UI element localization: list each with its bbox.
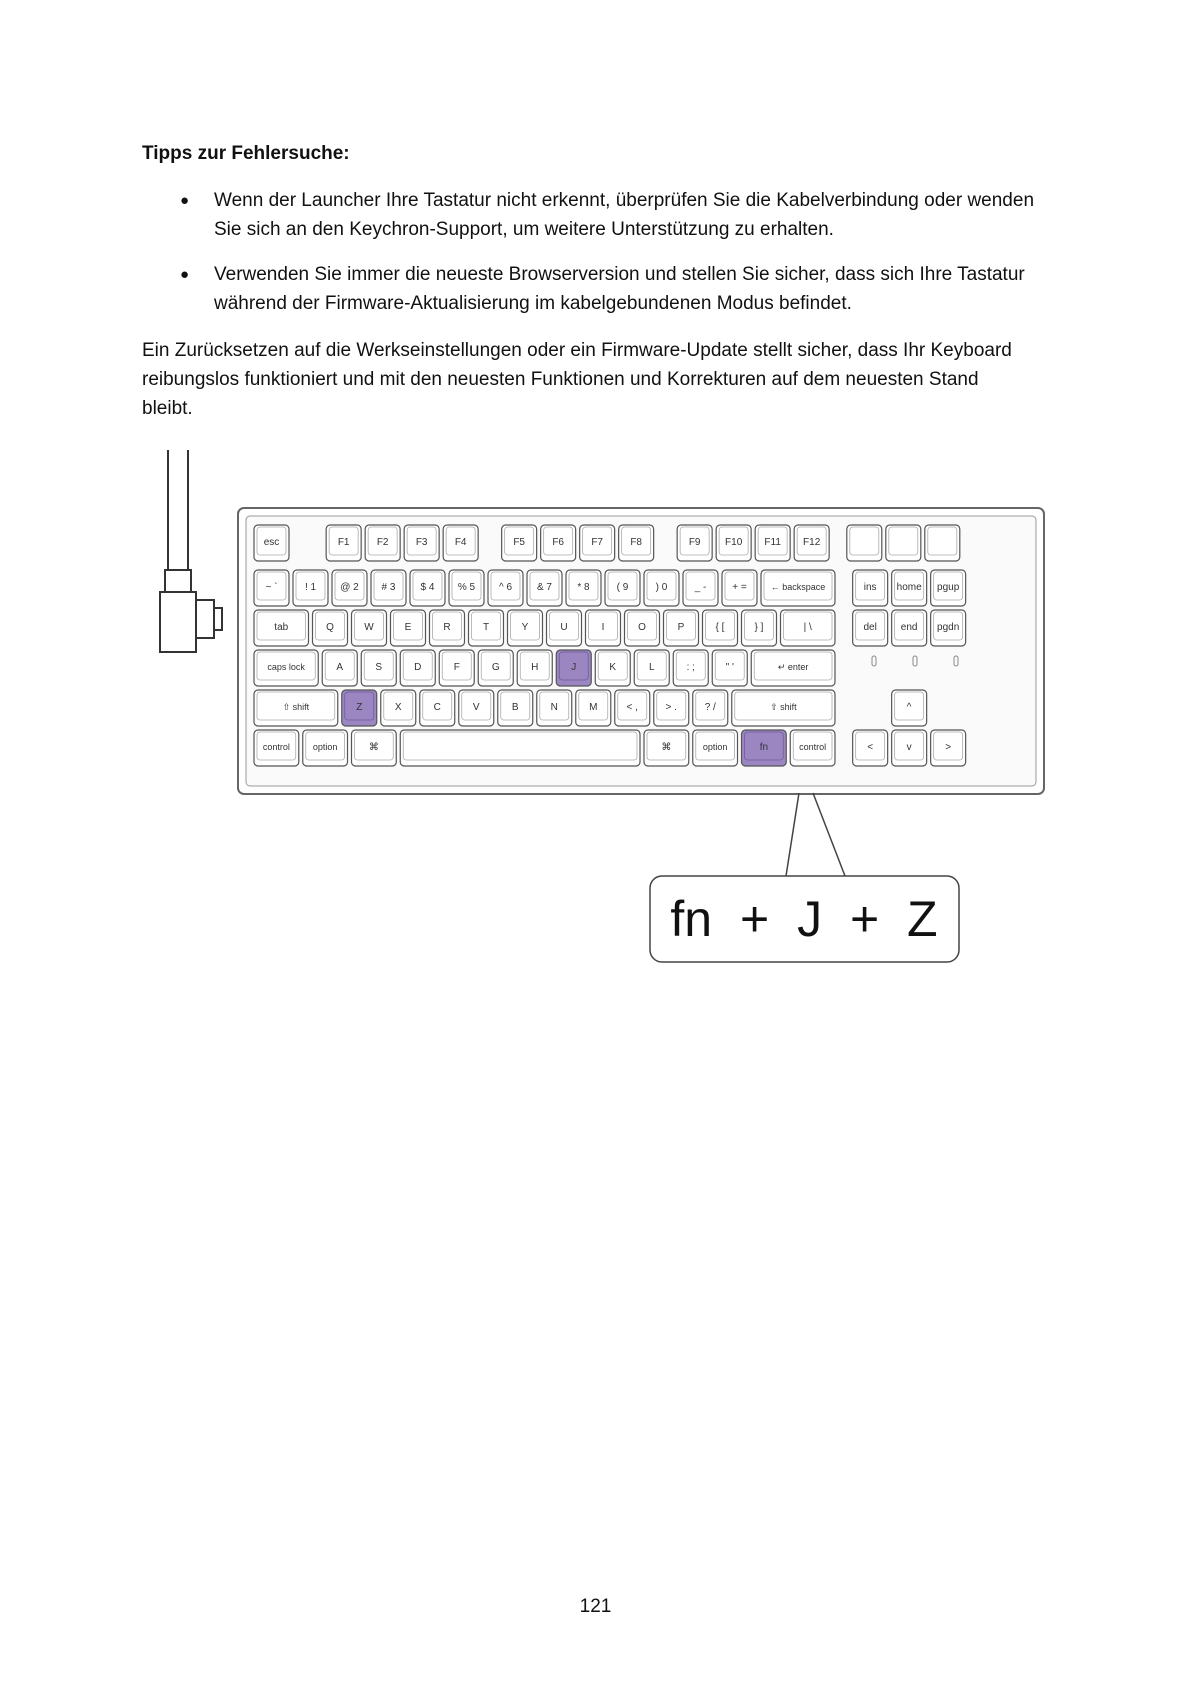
key-symbol <box>931 730 966 766</box>
key-label: F7 <box>591 537 603 548</box>
key-label: # 3 <box>381 582 396 593</box>
key-1 <box>293 570 328 606</box>
key-label: option <box>312 742 338 752</box>
key-option <box>693 730 738 766</box>
key-u <box>547 610 582 646</box>
key-label: ( 9 <box>616 582 629 593</box>
key-label: < , <box>626 702 638 713</box>
key-symbol <box>892 690 927 726</box>
key-symbol <box>742 610 777 646</box>
key-shift <box>254 690 338 726</box>
key-symbol <box>722 570 757 606</box>
key-del <box>853 610 888 646</box>
keyboard-illustration <box>150 450 1050 970</box>
key-label: F4 <box>454 537 467 548</box>
key-v <box>459 690 494 726</box>
key-3 <box>371 570 406 606</box>
key-2 <box>332 570 367 606</box>
key-label: B <box>511 702 519 713</box>
key-8 <box>566 570 601 606</box>
page-number: 121 <box>579 1596 612 1617</box>
key-label: N <box>550 702 558 713</box>
key-label: * 8 <box>577 582 590 593</box>
key-label: Z <box>356 702 363 713</box>
callout-pointer-left <box>786 793 799 876</box>
key-control <box>790 730 835 766</box>
key-label: _ - <box>694 582 707 593</box>
key-label: > . <box>665 702 677 713</box>
key-combo-callout <box>650 793 959 962</box>
key-home <box>892 570 927 606</box>
key-symbol <box>673 650 708 686</box>
usb-cable-icon <box>160 450 222 652</box>
key-label: control <box>262 742 290 752</box>
key-label: ← backspace <box>770 582 826 592</box>
key-ins <box>853 570 888 606</box>
key-p <box>664 610 699 646</box>
key-label: ? / <box>704 702 716 713</box>
key-label: ! 1 <box>304 582 317 593</box>
list-item <box>142 260 1062 318</box>
key-label: control <box>799 742 827 752</box>
key-label: home <box>896 582 922 593</box>
key-label: @ 2 <box>340 582 359 593</box>
key-label: F11 <box>764 537 781 548</box>
key-7 <box>527 570 562 606</box>
key-9 <box>605 570 640 606</box>
key-label: ⇧ shift <box>282 702 310 712</box>
key-a <box>322 650 357 686</box>
key-n <box>537 690 572 726</box>
key-label: < <box>867 742 874 753</box>
key-label: fn <box>759 742 769 753</box>
key-label: > <box>945 742 952 753</box>
key-label: ↵ enter <box>777 662 809 672</box>
key-f9 <box>677 525 712 561</box>
key-label: F5 <box>513 537 525 548</box>
key-f <box>439 650 474 686</box>
key-label: M <box>589 702 598 713</box>
key-d <box>400 650 435 686</box>
list-item-text: Wenn der Launcher Ihre Tastatur nicht erkennt, überprüfen Sie die Kabelverbindung oder wenden Sie sich an den Keychron-Support, um weitere Unterstützung zu erhalten. <box>214 190 1035 240</box>
key-label: F <box>453 662 460 673</box>
key-pgdn <box>931 610 966 646</box>
key-label: J <box>571 662 577 673</box>
key-label: ) 0 <box>655 582 668 593</box>
key-label: $ 4 <box>420 582 435 593</box>
key-symbol <box>254 570 289 606</box>
key-f7 <box>580 525 615 561</box>
key-label: pgup <box>937 582 960 593</box>
key-label: A <box>336 662 344 673</box>
key-enter <box>751 650 835 686</box>
key-label: ⇧ shift <box>770 702 797 712</box>
key-h <box>517 650 552 686</box>
key-label: pgdn <box>937 622 960 633</box>
key-label: U <box>560 622 568 633</box>
list-item-text: Verwenden Sie immer die neueste Browserversion und stellen Sie sicher, dass sich Ihre Tastatur während der Firmware-Aktualisierung im kabelgebundenen Modus befindet. <box>214 264 1025 314</box>
section-heading: Tipps zur Fehlersuche: <box>142 143 350 164</box>
bullet-icon: ● <box>180 266 190 283</box>
key-label: ^ 6 <box>498 582 513 593</box>
key-shift <box>732 690 835 726</box>
key-i <box>586 610 621 646</box>
callout-text: fn + J + Z <box>670 891 938 947</box>
key-symbol <box>712 650 747 686</box>
key-v <box>892 730 927 766</box>
key-f10 <box>716 525 751 561</box>
key-label: & 7 <box>536 582 553 593</box>
key-blank <box>847 525 882 561</box>
key-label: F1 <box>337 537 350 548</box>
key-label: } ] <box>754 622 764 633</box>
key-end <box>892 610 927 646</box>
key-label: option <box>702 742 728 752</box>
key-symbol <box>644 730 689 766</box>
key-label: F2 <box>376 537 389 548</box>
key-label: | \ <box>803 622 812 633</box>
key-g <box>478 650 513 686</box>
key-blank <box>400 730 640 766</box>
key-t <box>469 610 504 646</box>
key-b <box>498 690 533 726</box>
list-item <box>142 186 1062 244</box>
key-l <box>634 650 669 686</box>
key-tab <box>254 610 309 646</box>
key-label: L <box>648 662 655 673</box>
key-blank <box>925 525 960 561</box>
key-y <box>508 610 543 646</box>
key-0 <box>644 570 679 606</box>
key-pgup <box>931 570 966 606</box>
key-symbol <box>654 690 689 726</box>
key-label: C <box>433 702 441 713</box>
key-label: ~ ` <box>265 582 278 593</box>
key-label: W <box>364 622 374 633</box>
key-blank <box>886 525 921 561</box>
key-label: ⌘ <box>661 742 672 753</box>
key-label: " ' <box>725 662 734 673</box>
key-label: caps lock <box>267 662 305 672</box>
key-z-highlighted <box>342 690 377 726</box>
key-label: F8 <box>630 537 642 548</box>
key-f8 <box>619 525 654 561</box>
key-option <box>303 730 348 766</box>
key-label: T <box>482 622 490 633</box>
key-symbol <box>693 690 728 726</box>
key-label: F10 <box>725 537 743 548</box>
key-x <box>381 690 416 726</box>
key-label: v <box>906 742 912 753</box>
key-label: G <box>491 662 500 673</box>
key-w <box>352 610 387 646</box>
key-s <box>361 650 396 686</box>
key-symbol <box>781 610 836 646</box>
key-label: X <box>394 702 402 713</box>
key-label: S <box>375 662 383 673</box>
key-label: O <box>638 622 646 633</box>
key-label: F3 <box>415 537 428 548</box>
key-label: F6 <box>552 537 564 548</box>
key-e <box>391 610 426 646</box>
key-4 <box>410 570 445 606</box>
key-f4 <box>443 525 478 561</box>
key-f1 <box>326 525 361 561</box>
key-m <box>576 690 611 726</box>
key-6 <box>488 570 523 606</box>
key-label: end <box>900 622 918 633</box>
key-label: V <box>472 702 480 713</box>
key-symbol <box>683 570 718 606</box>
key-esc <box>254 525 289 561</box>
key-j-highlighted <box>556 650 591 686</box>
key-f5 <box>502 525 537 561</box>
key-caps-lock <box>254 650 318 686</box>
key-fn-highlighted <box>742 730 787 766</box>
key-k <box>595 650 630 686</box>
key-r <box>430 610 465 646</box>
key-q <box>313 610 348 646</box>
key-label: ^ <box>906 702 912 713</box>
tips-list <box>142 186 1062 334</box>
key-label: ins <box>863 582 877 593</box>
key-label: { [ <box>715 622 725 633</box>
key-label: + = <box>732 582 747 593</box>
key-label: del <box>863 622 877 633</box>
key-backspace <box>761 570 835 606</box>
key-label: ⌘ <box>368 742 379 753</box>
key-f6 <box>541 525 576 561</box>
key-label: H <box>531 662 539 673</box>
body-paragraph: Ein Zurücksetzen auf die Werkseinstellungen oder ein Firmware-Update stellt sicher, dass Ihr Keyboard reibungslos funktioniert und mit den neuesten Funktionen und Korrekturen auf dem neuesten Stand bleibt. <box>142 340 1012 419</box>
key-label: P <box>677 622 685 633</box>
key-label: tab <box>274 622 289 633</box>
key-symbol <box>615 690 650 726</box>
key-label: E <box>404 622 412 633</box>
keyboard-figure <box>150 450 1050 970</box>
key-label: R <box>443 622 451 633</box>
key-f3 <box>404 525 439 561</box>
key-label: I <box>601 622 605 633</box>
callout-pointer-right <box>813 793 845 876</box>
key-label: K <box>609 662 617 673</box>
key-c <box>420 690 455 726</box>
key-o <box>625 610 660 646</box>
key-label: : ; <box>686 662 695 673</box>
key-f12 <box>794 525 829 561</box>
key-5 <box>449 570 484 606</box>
key-symbol <box>853 730 888 766</box>
key-f2 <box>365 525 400 561</box>
bullet-icon: ● <box>180 192 190 209</box>
key-label: F12 <box>803 537 821 548</box>
key-symbol <box>703 610 738 646</box>
key-f11 <box>755 525 790 561</box>
key-label: F9 <box>688 537 701 548</box>
key-symbol <box>352 730 397 766</box>
key-label: Q <box>326 622 334 633</box>
key-label: D <box>414 662 422 673</box>
key-control <box>254 730 299 766</box>
key-label: % 5 <box>457 582 476 593</box>
key-label: esc <box>263 537 280 548</box>
key-label: Y <box>521 622 529 633</box>
